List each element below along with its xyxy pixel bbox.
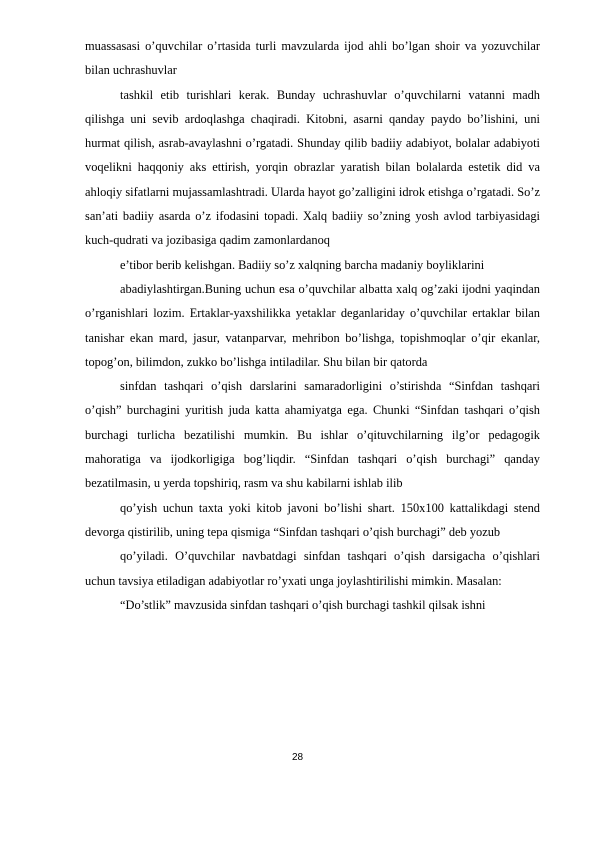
paragraph-7: qo’yiladi. O’quvchilar navbatdagi sinfdan tashqari o’qish darsigacha o’qishlari uchun tavsiya etiladigan adabiyotlar ro’yxati unga joylashtirilishi mimkin. Masalan: bbox=[85, 549, 540, 588]
paragraph-4: abadiylashtirgan.Buning uchun esa o’quvchilar albatta xalq og’zaki ijodni yaqindan o’rganishlari lozim. Ertaklar-yaxshilikka yetaklar deganlariday o’quvchilar ertaklar bilan tanishar ekan mard, jasur, vatanparvar, mehribon bo’lishga, topishmoqlar o’qir ekanlar, topog’on, bilimdon, zukko bo’lishga intiladilar. Shu bilan bir qatorda bbox=[85, 281, 540, 369]
paragraph-5: sinfdan tashqari o’qish darslarini samaradorligini o’stirishda “Sinfdan tashqari o’qish” burchagini yuritish juda katta ahamiyatga ega. Chunki “Sinfdan tashqari o’qish burchagi turlicha bezatilishi mumkin. Bu ishlar o’qituvchilarning ilg’or pedagogik mahoratiga va ijodkorligiga bog’liqdir. “Sinfdan tashqari o’qish burchagi” qanday bezatilmasin, u yerda topshiriq, rasm va shu kabilarni ishlab ilib bbox=[85, 379, 540, 491]
paragraph-2: tashkil etib turishlari kerak. Bunday uchrashuvlar o’quvchilarni vatanni madh qilishga uni sevib ardoqlashga chaqiradi. Kitobni, asarni qanday paydo bo’lishini, uni hurmat qilish, asrab-avaylashni o’rgatadi. Shunday qilib badiiy adabiyot, bolalar adabiyoti voqelikni haqqoniy aks ettirish, yorqin obrazlar yaratish bilan bolalarda estetik did va ahloqiy sifatlarni mujassamlashtradi. Ularda hayot go’zalligini idrok etishga o’rgatadi. So’z san’ati badiiy asarda o’z ifodasini topadi. Xalq badiiy so’zning yosh avlod tarbiyasidagi kuch-qudrati va jozibasiga qadim zamonlardanoq bbox=[85, 87, 540, 248]
paragraph-3: e’tibor berib kelishgan. Badiiy so’z xalqning barcha madaniy boyliklarini bbox=[120, 257, 485, 272]
page-body bbox=[85, 34, 540, 617]
paragraph-1: muassasasi o’quvchilar o’rtasida turli mavzularda ijod ahli bo’lgan shoir va yozuvchilar bilan uchrashuvlar bbox=[85, 39, 540, 78]
paragraph-6: qo’yish uchun taxta yoki kitob javoni bo’lishi shart. 150x100 kattalikdagi stend devorga qistirilib, uning tepa qismiga “Sinfdan tashqari o’qish burchagi” deb yozub bbox=[85, 500, 540, 539]
page-number: 28 bbox=[291, 752, 304, 763]
paragraph-8: “Do’stlik” mavzusida sinfdan tashqari o’qish burchagi tashkil qilsak ishni bbox=[120, 597, 486, 612]
